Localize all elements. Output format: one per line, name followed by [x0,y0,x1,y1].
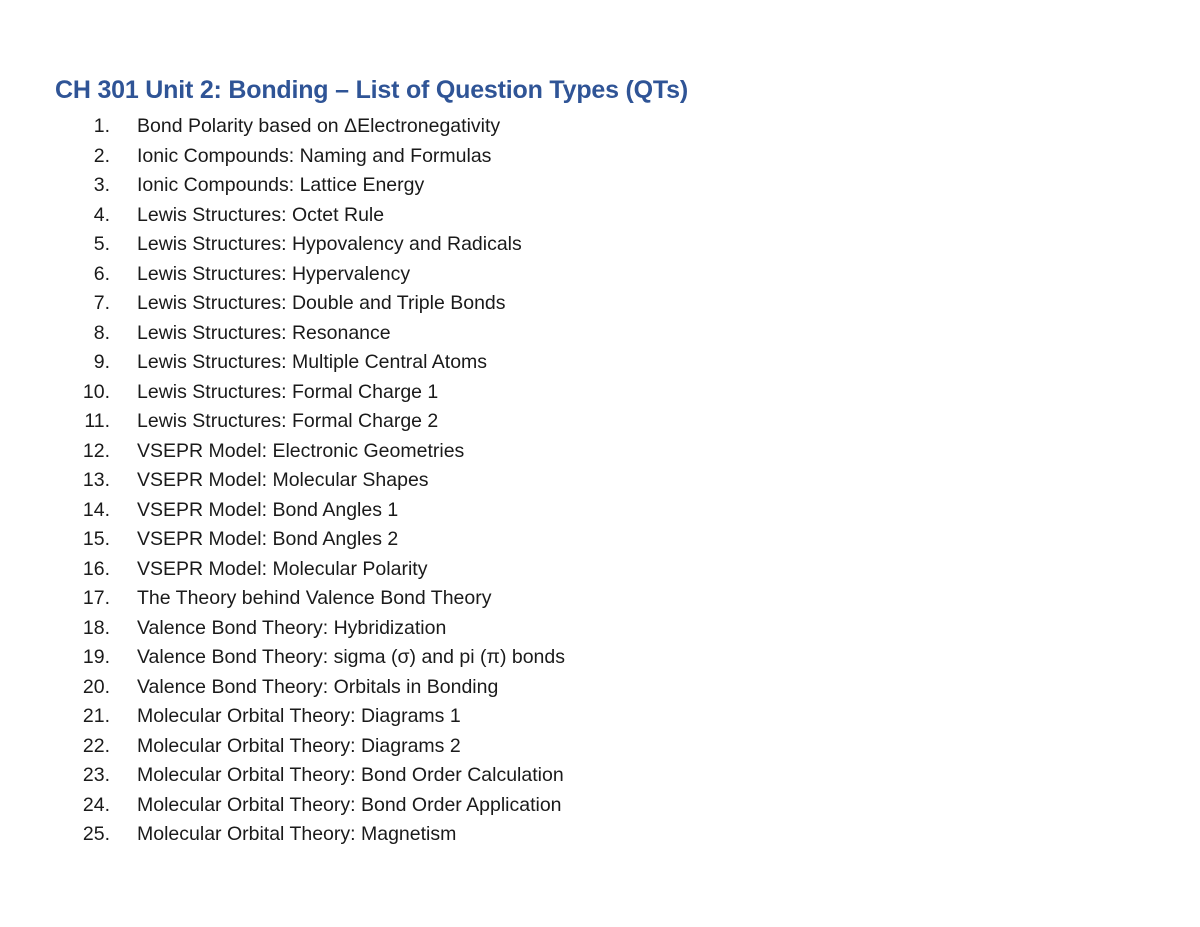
list-item-text: Lewis Structures: Octet Rule [137,203,385,226]
list-item-text: Valence Bond Theory: Hybridization [137,616,447,639]
list-item-text: Lewis Structures: Multiple Central Atoms [137,351,488,373]
list-item-number: 12. [82,439,110,462]
list-item-text: VSEPR Model: Molecular Shapes [137,469,429,491]
list-item-text: Molecular Orbital Theory: Diagrams 1 [137,705,461,727]
page-title: CH 301 Unit 2: Bonding – List of Question Types (QTs) [55,76,688,104]
list-item-number: 20. [82,675,110,698]
list-item-number: 13. [82,469,110,491]
list-item-number: 21. [82,705,110,727]
list-item-text: Molecular Orbital Theory: Bond Order Calculation [137,764,564,786]
list-item-text: Lewis Structures: Hypervalency [137,262,411,285]
list-item-text: Valence Bond Theory: Orbitals in Bonding [137,675,499,698]
list-item-number: 8. [93,321,110,344]
list-item-text: Molecular Orbital Theory: Bond Order Application [137,793,562,816]
list-item-text: Molecular Orbital Theory: Diagrams 2 [137,734,461,757]
list-item-number: 14. [82,498,110,521]
list-item-text: VSEPR Model: Molecular Polarity [137,557,428,580]
list-item-number: 18. [82,616,110,639]
list-item-number: 3. [93,174,110,196]
list-item-text: Lewis Structures: Double and Triple Bonds [137,292,506,314]
list-item-number: 9. [93,351,110,373]
list-item-text: VSEPR Model: Electronic Geometries [137,439,465,462]
list-item-text: Lewis Structures: Formal Charge 1 [137,380,439,403]
list-item-number: 10. [82,380,110,403]
list-item-number: 6. [93,262,110,285]
list-item-number: 22. [82,734,110,757]
list-item-number: 4. [93,203,110,226]
list-item-text: Bond Polarity based on ΔElectronegativity [137,115,501,137]
list-item-text: Ionic Compounds: Naming and Formulas [137,144,492,167]
list-item-number: 25. [82,823,110,845]
list-item-number: 23. [82,764,110,786]
list-item-text: Molecular Orbital Theory: Magnetism [137,823,457,845]
list-item-number: 24. [82,793,110,816]
list-item-number: 17. [82,587,110,609]
list-item-number: 15. [82,528,110,550]
list-item-text: VSEPR Model: Bond Angles 2 [137,528,399,550]
list-item-text: VSEPR Model: Bond Angles 1 [137,498,399,521]
list-item-text: Valence Bond Theory: sigma (σ) and pi (π) bonds [137,646,565,668]
list-item-text: Lewis Structures: Resonance [137,321,391,344]
list-item-number: 16. [82,557,110,580]
list-item-number: 1. [93,115,110,137]
list-item-number: 5. [93,233,110,255]
list-item-number: 19. [82,646,110,668]
list-item-text: Lewis Structures: Hypovalency and Radicals [137,233,522,255]
list-item-number: 2. [93,144,110,167]
list-item-text: Lewis Structures: Formal Charge 2 [137,410,439,432]
list-item-number: 7. [93,292,110,314]
list-item-text: Ionic Compounds: Lattice Energy [137,174,425,196]
list-item-text: The Theory behind Valence Bond Theory [137,587,492,609]
list-item-number: 11. [84,410,110,432]
